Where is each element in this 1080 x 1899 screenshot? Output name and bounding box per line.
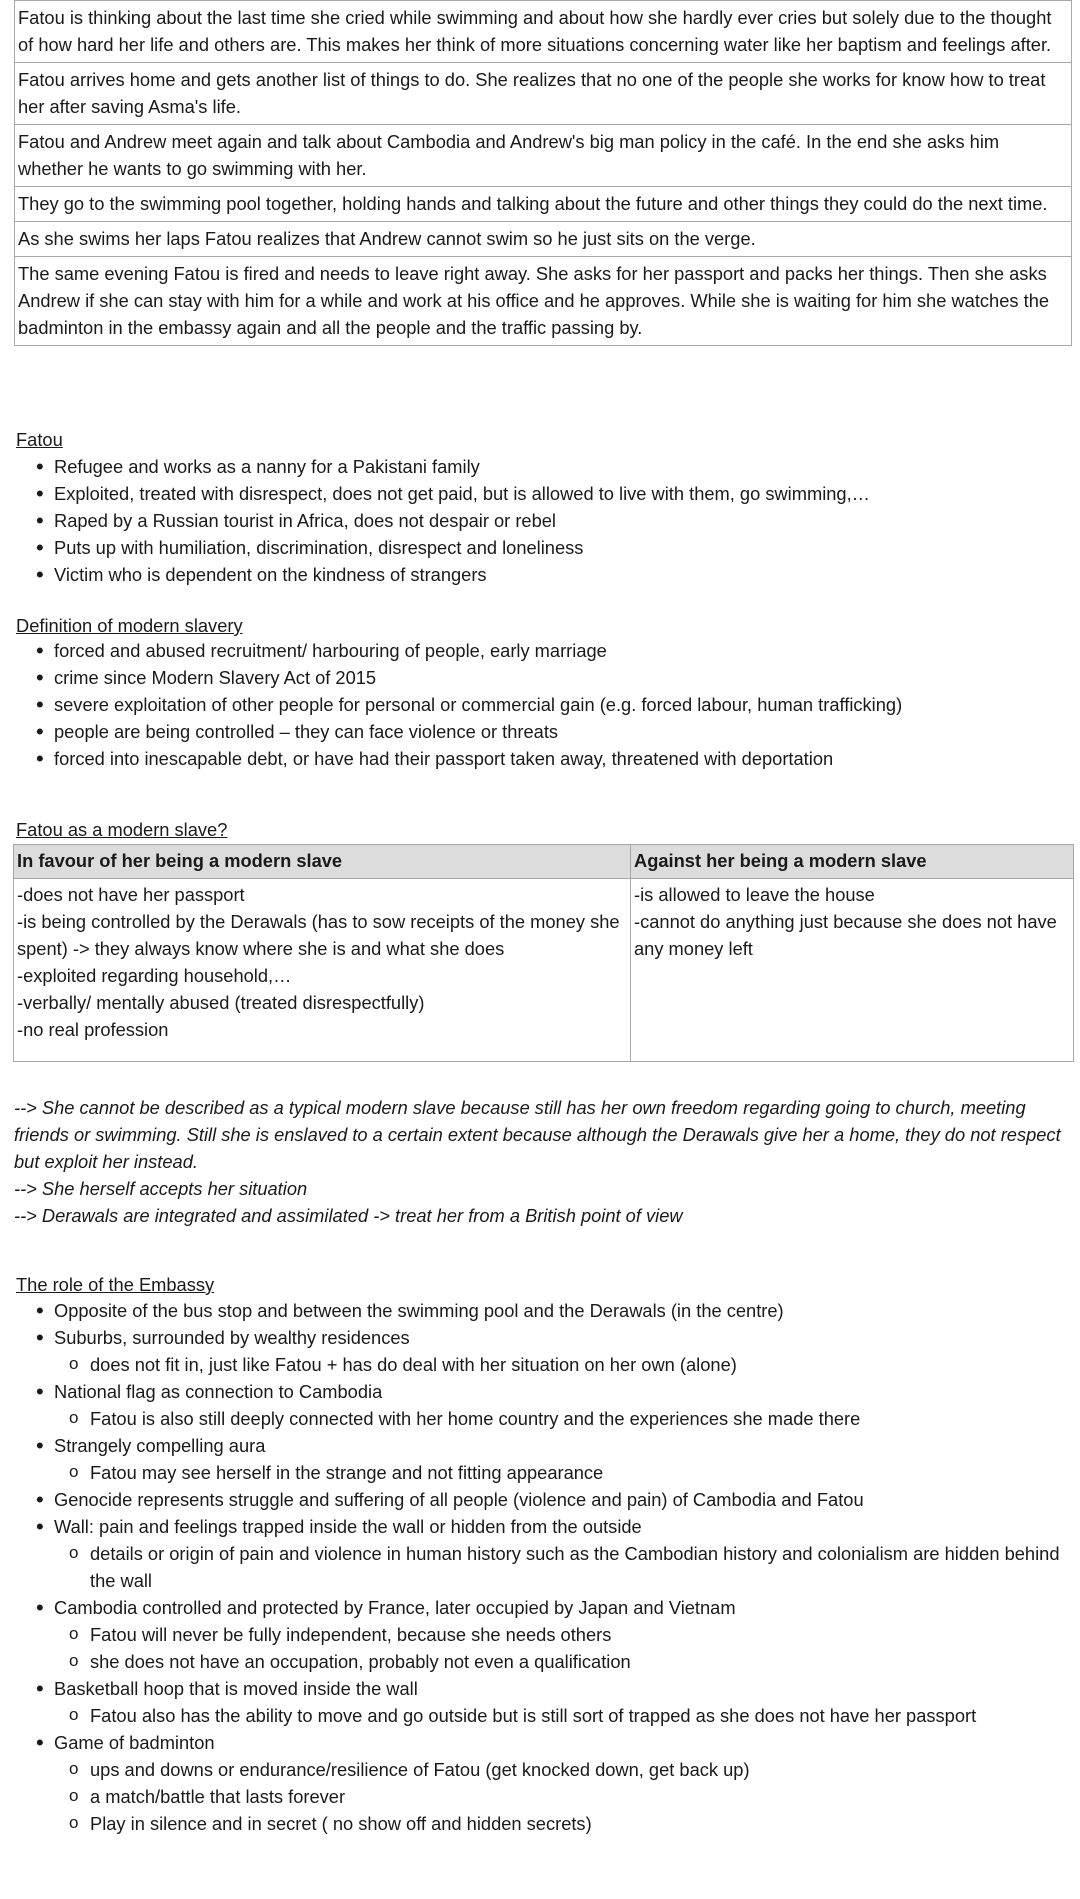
favour-cell bbox=[14, 879, 631, 1062]
list-item bbox=[0, 1324, 1060, 1378]
fatou-list bbox=[0, 453, 870, 588]
fatou-heading: Fatou bbox=[16, 429, 63, 450]
sub-list bbox=[54, 1351, 1060, 1378]
against-point: -is allowed to leave the house bbox=[634, 884, 875, 905]
list-item bbox=[0, 1675, 1060, 1729]
chapter-summary-table bbox=[14, 0, 1072, 346]
sub-list-item: o Fatou also has the ability to move and go outside but is still sort of trapped as she does not have her passport bbox=[54, 1702, 1060, 1729]
list-item-text: Basketball hoop that is moved inside the wall bbox=[54, 1678, 418, 1699]
embassy-list bbox=[0, 1297, 1060, 1837]
list-item-text: National flag as connection to Cambodia bbox=[54, 1381, 383, 1402]
sub-list-item: o Play in silence and in secret ( no show off and hidden secrets) bbox=[54, 1810, 1060, 1837]
summary-row bbox=[15, 125, 1072, 187]
sub-list bbox=[54, 1702, 1060, 1729]
table-row bbox=[14, 879, 1074, 1062]
list-item-text: Strangely compelling aura bbox=[54, 1435, 266, 1456]
sub-list-item: o Fatou will never be fully independent, because she needs others bbox=[54, 1621, 1060, 1648]
list-item: • severe exploitation of other people for personal or commercial gain (e.g. forced labour, human trafficking) bbox=[0, 691, 902, 718]
list-item: • Puts up with humiliation, discrimination, disrespect and loneliness bbox=[0, 534, 870, 561]
sub-list bbox=[54, 1459, 1060, 1486]
summary-cell: Fatou is thinking about the last time she cried while swimming and about how she hardly ever cries but solely due to the thought of how hard her life and others are. This makes her think of more situations concerning water like her baptism and feelings after. bbox=[15, 1, 1072, 63]
sub-list-item: o does not fit in, just like Fatou + has do deal with her situation on her own (alone) bbox=[54, 1351, 1060, 1378]
list-item: • Exploited, treated with disrespect, does not get paid, but is allowed to live with them, go swimming,… bbox=[0, 480, 870, 507]
summary-row bbox=[15, 1, 1072, 63]
conclusion-text bbox=[14, 1094, 1072, 1229]
embassy-heading: The role of the Embassy bbox=[16, 1274, 215, 1295]
summary-cell: Fatou and Andrew meet again and talk about Cambodia and Andrew's big man policy in the café. In the end she asks him whether he wants to go swimming with her. bbox=[15, 125, 1072, 187]
list-item bbox=[0, 1729, 1060, 1837]
list-item-text: Cambodia controlled and protected by France, later occupied by Japan and Vietnam bbox=[54, 1597, 736, 1618]
summary-row bbox=[15, 257, 1072, 346]
favour-point: -no real profession bbox=[17, 1019, 169, 1040]
against-cell bbox=[631, 879, 1074, 1062]
summary-row bbox=[15, 222, 1072, 257]
summary-row bbox=[15, 63, 1072, 125]
list-item bbox=[0, 1378, 1060, 1432]
sub-list bbox=[54, 1621, 1060, 1675]
list-item bbox=[0, 1297, 1060, 1324]
sub-list-item: o Fatou may see herself in the strange and not fitting appearance bbox=[54, 1459, 1060, 1486]
favour-point: -is being controlled by the Derawals (has to sow receipts of the money she spent) -> they always know where she is and what she does bbox=[17, 911, 620, 959]
favour-point: -does not have her passport bbox=[17, 884, 245, 905]
list-item-text: Opposite of the bus stop and between the swimming pool and the Derawals (in the centre) bbox=[54, 1300, 784, 1321]
definition-list bbox=[0, 637, 902, 772]
list-item: • Victim who is dependent on the kindness of strangers bbox=[0, 561, 870, 588]
modern-slave-table bbox=[13, 844, 1074, 1062]
conclusion-line: --> She cannot be described as a typical modern slave because still has her own freedom regarding going to church, meeting friends or swimming. Still she is enslaved to a certain extent because although the Derawals give her a home, they do not respect but exploit her instead. bbox=[14, 1097, 1061, 1172]
list-item bbox=[0, 1486, 1060, 1513]
against-point: -cannot do anything just because she does not have any money left bbox=[634, 911, 1057, 959]
conclusion-line: --> Derawals are integrated and assimilated -> treat her from a British point of view bbox=[14, 1205, 683, 1226]
favour-column-header: In favour of her being a modern slave bbox=[14, 845, 631, 879]
conclusion-line: --> She herself accepts her situation bbox=[14, 1178, 308, 1199]
list-item: • people are being controlled – they can face violence or threats bbox=[0, 718, 902, 745]
sub-list-item: o ups and downs or endurance/resilience of Fatou (get knocked down, get back up) bbox=[54, 1756, 1060, 1783]
list-item bbox=[0, 1513, 1060, 1594]
list-item: • Refugee and works as a nanny for a Pakistani family bbox=[0, 453, 870, 480]
sub-list-item: o she does not have an occupation, probably not even a qualification bbox=[54, 1648, 1060, 1675]
list-item-text: Game of badminton bbox=[54, 1732, 215, 1753]
list-item bbox=[0, 1594, 1060, 1675]
sub-list-item: o details or origin of pain and violence in human history such as the Cambodian history and colonialism are hidden behind the wall bbox=[54, 1540, 1060, 1594]
list-item-text: Genocide represents struggle and suffering of all people (violence and pain) of Cambodia and Fatou bbox=[54, 1489, 864, 1510]
table-header-row bbox=[14, 845, 1074, 879]
summary-cell: They go to the swimming pool together, holding hands and talking about the future and other things they could do the next time. bbox=[15, 187, 1072, 222]
list-item-text: Wall: pain and feelings trapped inside the wall or hidden from the outside bbox=[54, 1516, 642, 1537]
summary-cell: The same evening Fatou is fired and needs to leave right away. She asks for her passport and packs her things. Then she asks Andrew if she can stay with him for a while and work at his office and he approves. While she is waiting for him she watches the badminton in the embassy again and all the people and the traffic passing by. bbox=[15, 257, 1072, 346]
list-item: • forced and abused recruitment/ harbouring of people, early marriage bbox=[0, 637, 902, 664]
list-item: • crime since Modern Slavery Act of 2015 bbox=[0, 664, 902, 691]
sub-list bbox=[54, 1756, 1060, 1837]
against-column-header: Against her being a modern slave bbox=[631, 845, 1074, 879]
sub-list bbox=[54, 1405, 1060, 1432]
modern-slave-heading: Fatou as a modern slave? bbox=[16, 819, 228, 840]
list-item: • forced into inescapable debt, or have had their passport taken away, threatened with deportation bbox=[0, 745, 902, 772]
sub-list-item: o a match/battle that lasts forever bbox=[54, 1783, 1060, 1810]
list-item: • Raped by a Russian tourist in Africa, does not despair or rebel bbox=[0, 507, 870, 534]
summary-cell: As she swims her laps Fatou realizes that Andrew cannot swim so he just sits on the verge. bbox=[15, 222, 1072, 257]
summary-row bbox=[15, 187, 1072, 222]
sub-list bbox=[54, 1540, 1060, 1594]
sub-list-item: o Fatou is also still deeply connected with her home country and the experiences she made there bbox=[54, 1405, 1060, 1432]
list-item bbox=[0, 1432, 1060, 1486]
favour-point: -exploited regarding household,… bbox=[17, 965, 292, 986]
favour-point: -verbally/ mentally abused (treated disrespectfully) bbox=[17, 992, 425, 1013]
definition-heading: Definition of modern slavery bbox=[16, 615, 243, 636]
list-item-text: Suburbs, surrounded by wealthy residences bbox=[54, 1327, 410, 1348]
summary-cell: Fatou arrives home and gets another list of things to do. She realizes that no one of the people she works for know how to treat her after saving Asma's life. bbox=[15, 63, 1072, 125]
